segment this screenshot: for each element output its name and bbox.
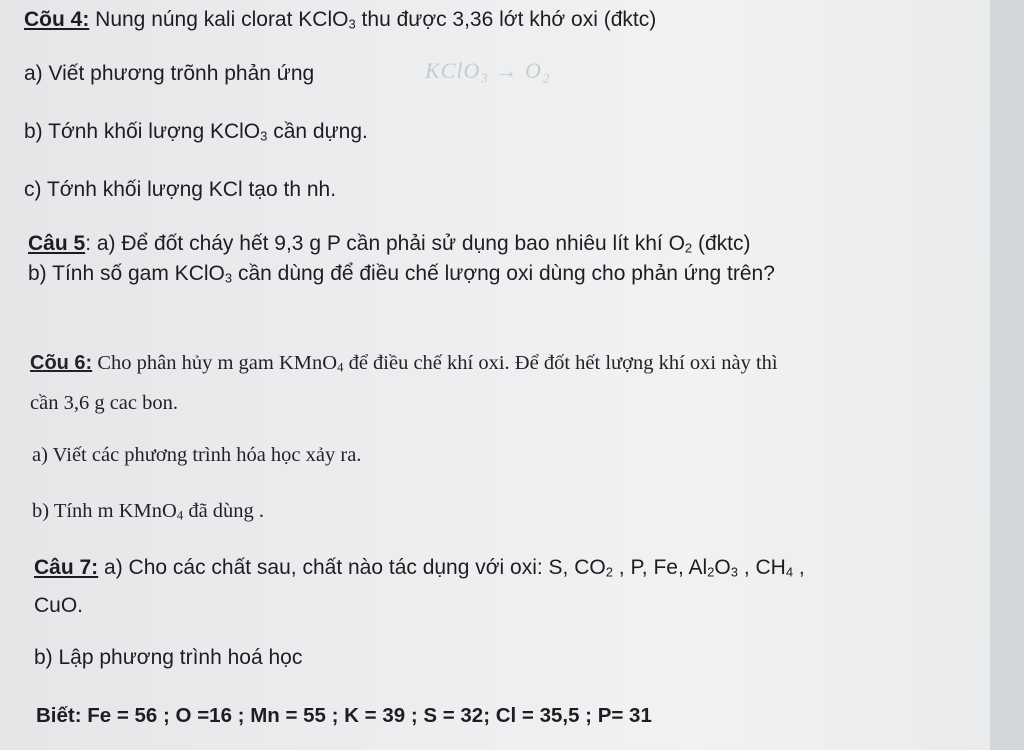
q4-part-a: a) Viết phương trõnh phản ứng	[24, 62, 315, 85]
q7-l1-a: a) Cho các chất sau, chất nào tác dụng với oxi: S, CO	[98, 556, 606, 579]
q5-a-post: (đktc)	[692, 232, 751, 255]
q5-part-b	[28, 262, 775, 286]
q6-label: Cõu 6:	[30, 352, 93, 374]
q6-line-1	[30, 352, 778, 375]
q7-part-b: b) Lập phương trình hoá học	[34, 646, 303, 669]
q7-label: Câu 7:	[34, 556, 99, 579]
q7-line-1	[34, 556, 805, 580]
q7-line-2: CuO.	[34, 594, 84, 617]
q4-sub-a: 3	[348, 16, 356, 32]
q7-l1-s2: 2	[707, 564, 715, 580]
q4-text-a: Nung núng kali clorat KClO	[89, 8, 349, 31]
q6-part-b	[32, 500, 264, 523]
q4-label: Cõu 4:	[24, 8, 90, 31]
q5-b-sub: 3	[224, 270, 233, 286]
q6-l1-sub: 4	[337, 360, 344, 375]
q7-l1-b: , P, Fe, Al	[612, 556, 708, 579]
q7-l1-s4: 4	[785, 564, 794, 580]
q5-label: Câu 5	[28, 232, 86, 255]
pencil-note: KClO₃ → O₂	[425, 58, 551, 83]
q6-l1-pre: Cho phân hủy m gam KMnO	[92, 352, 338, 374]
q7-l1-d: , CH	[737, 556, 786, 579]
q5-b-post: cần dùng để điều chế lượng oxi dùng cho phản ứng trên?	[232, 262, 775, 285]
q6-line-2: cần 3,6 g cac bon.	[30, 392, 178, 414]
q4-b-post: cần dựng.	[267, 120, 368, 143]
page-edge	[990, 0, 1024, 750]
q4-part-b	[24, 120, 368, 144]
q4-part-c: c) Tớnh khối lượng KCl tạo th nh.	[24, 178, 337, 201]
q6-part-a: a) Viết các phương trình hóa học xảy ra.	[32, 444, 362, 466]
q6-b-sub: 4	[176, 508, 184, 523]
q6-b-post: đã dùng .	[183, 500, 265, 522]
q5-part-a	[28, 232, 751, 256]
q5-b-pre: b) Tính số gam KClO	[28, 262, 225, 285]
q4-b-sub: 3	[260, 128, 268, 144]
q6-l1-post: để điều chế khí oxi. Để đốt hết lượng khí oxi này thì	[343, 352, 778, 374]
q7-l1-c: O	[714, 556, 731, 579]
q6-b-pre: b) Tính m KMnO	[32, 500, 177, 522]
q4-text-b: thu được 3,36 lớt khớ oxi (đktc)	[355, 8, 657, 31]
q5-a-pre: : a) Để đốt cháy hết 9,3 g P cần phải sử dụng bao nhiêu lít khí O	[85, 232, 685, 255]
q7-l1-s3: 3	[730, 564, 738, 580]
q5-a-sub: 2	[684, 240, 693, 256]
q4-b-pre: b) Tớnh khối lượng KClO	[24, 120, 261, 143]
q7-l1-e: ,	[793, 556, 805, 579]
atomic-masses: Biết: Fe = 56 ; O =16 ; Mn = 55 ; K = 39 ; S = 32; Cl = 35,5 ; P= 31	[36, 704, 652, 727]
q4-heading	[24, 8, 656, 32]
q7-l1-s1: 2	[605, 564, 613, 580]
